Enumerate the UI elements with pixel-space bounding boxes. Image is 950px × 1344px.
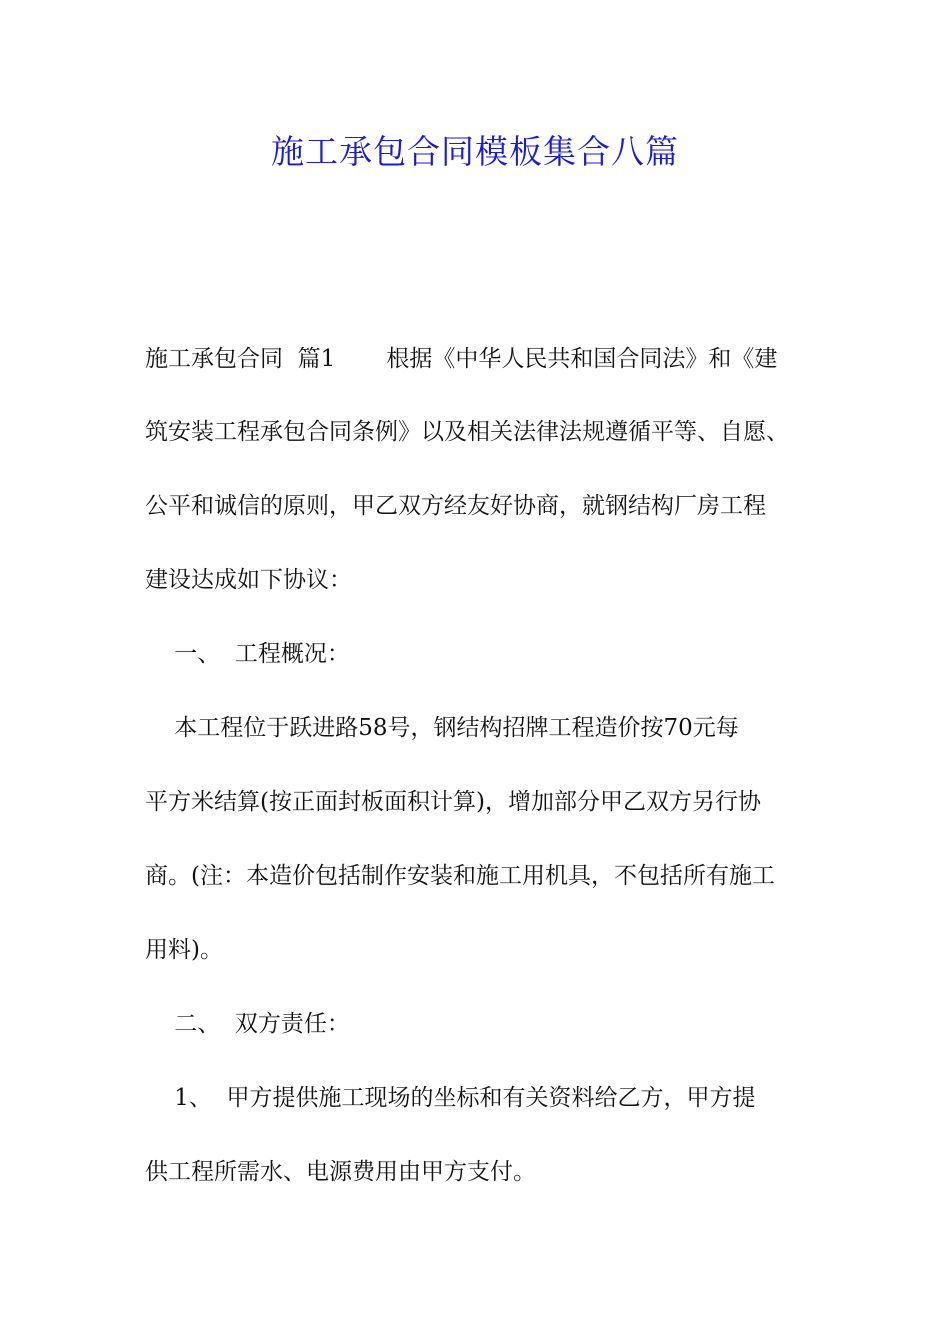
body-line-11: 1、 甲方提供施工现场的坐标和有关资料给乙方，甲方提	[145, 1085, 756, 1111]
body-line-3: 公平和诚信的原则，甲乙双方经友好协商，就钢结构厂房工程	[145, 493, 766, 519]
body-line-9: 用料)。	[145, 937, 223, 963]
body-line-2: 筑安装工程承包合同条例》以及相关法律法规遵循平等、自愿、	[145, 419, 789, 445]
body-line-7: 平方米结算(按正面封板面积计算)，增加部分甲乙双方另行协	[145, 789, 761, 815]
section-heading-2: 二、 双方责任：	[145, 1011, 350, 1037]
body-line-4: 建设达成如下协议：	[145, 567, 352, 593]
document-title: 施工承包合同模板集合八篇	[271, 132, 679, 171]
section-heading-1: 一、 工程概况：	[145, 641, 350, 667]
body-line-12: 供工程所需水、电源费用由甲方支付。	[145, 1159, 536, 1185]
body-line-8: 商。(注：本造价包括制作安装和施工用机具，不包括所有施工	[145, 863, 775, 889]
body-line-1: 施工承包合同 篇1 根据《中华人民共和国合同法》和《建	[145, 346, 778, 372]
body-line-6: 本工程位于跃进路58号，钢结构招牌工程造价按70元每	[145, 715, 739, 741]
